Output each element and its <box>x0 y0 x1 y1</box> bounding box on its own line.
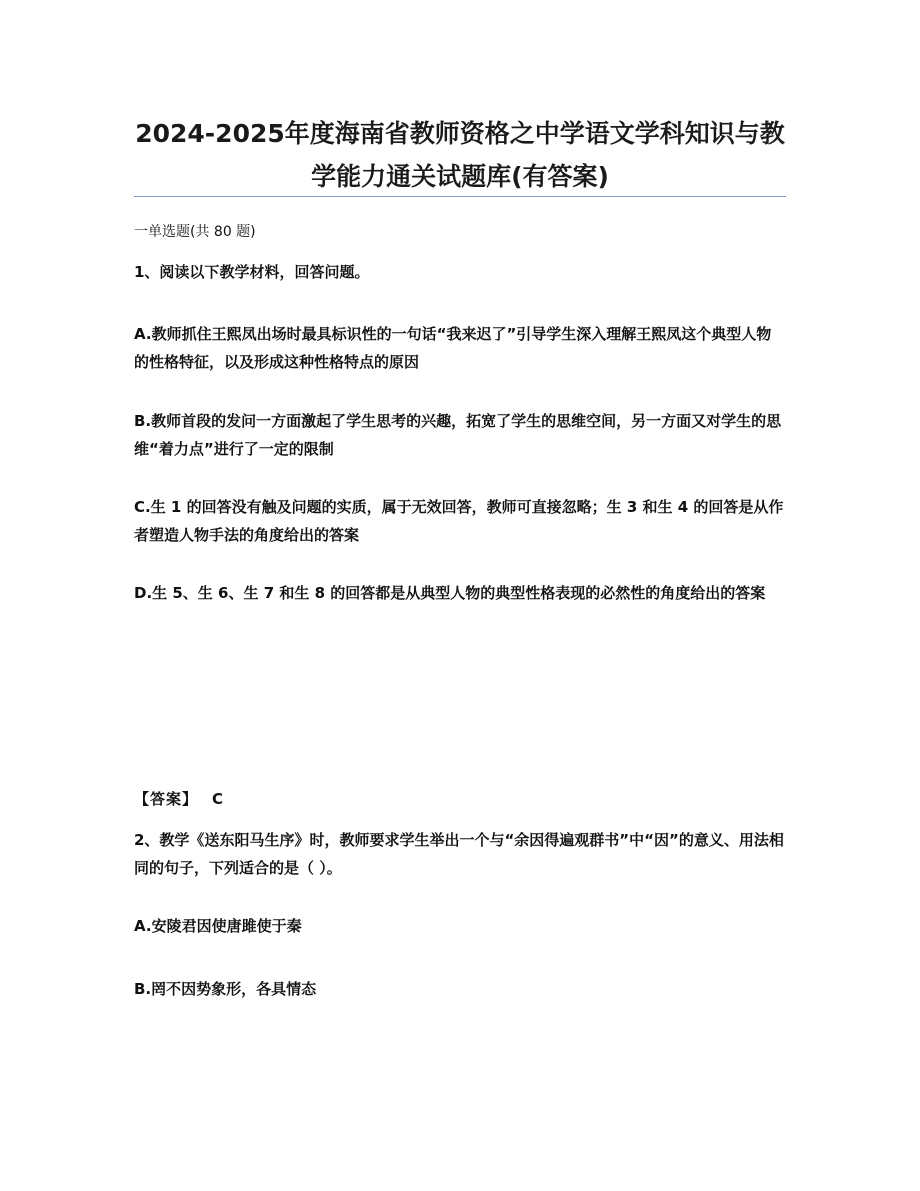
section-heading: 一单选题(共 80 题) <box>134 224 256 240</box>
question-1-option-b: B.教师首段的发问一方面激起了学生思考的兴趣，拓宽了学生的思维空间，另一方面又对学生的思维“着力点”进行了一定的限制 <box>134 412 782 458</box>
question-1-stem: 1、阅读以下教学材料，回答问题。 <box>134 263 370 281</box>
question-2-option-b: B.罔不因势象形，各具情态 <box>134 980 317 998</box>
question-1-option-a: A.教师抓住王熙凤出场时最具标识性的一句话“我来迟了”引导学生深入理解王熙凤这个典型人物的性格特征，以及形成这种性格特点的原因 <box>134 325 772 371</box>
question-2-option-a: A.安陵君因使唐雎使于秦 <box>134 917 302 935</box>
question-1-option-d: D.生 5、生 6、生 7 和生 8 的回答都是从典型人物的典型性格表现的必然性的角度给出的答案 <box>134 584 766 602</box>
question-2-stem: 2、教学《送东阳马生序》时，教师要求学生举出一个与“余因得遍观群书”中“因”的意义、用法相同的句子，下列适合的是（ ）。 <box>134 831 784 877</box>
question-1-answer <box>134 785 786 813</box>
question-1-option-c: C.生 1 的回答没有触及问题的实质，属于无效回答，教师可直接忽略；生 3 和生 4 的回答是从作者塑造人物手法的角度给出的答案 <box>134 498 784 544</box>
answer-value: C <box>212 790 224 808</box>
title-divider <box>134 196 786 197</box>
document-title: 2024-2025年度海南省教师资格之中学语文学科知识与教学能力通关试题库(有答案) <box>135 119 785 191</box>
answer-label: 【答案】 <box>134 790 199 808</box>
